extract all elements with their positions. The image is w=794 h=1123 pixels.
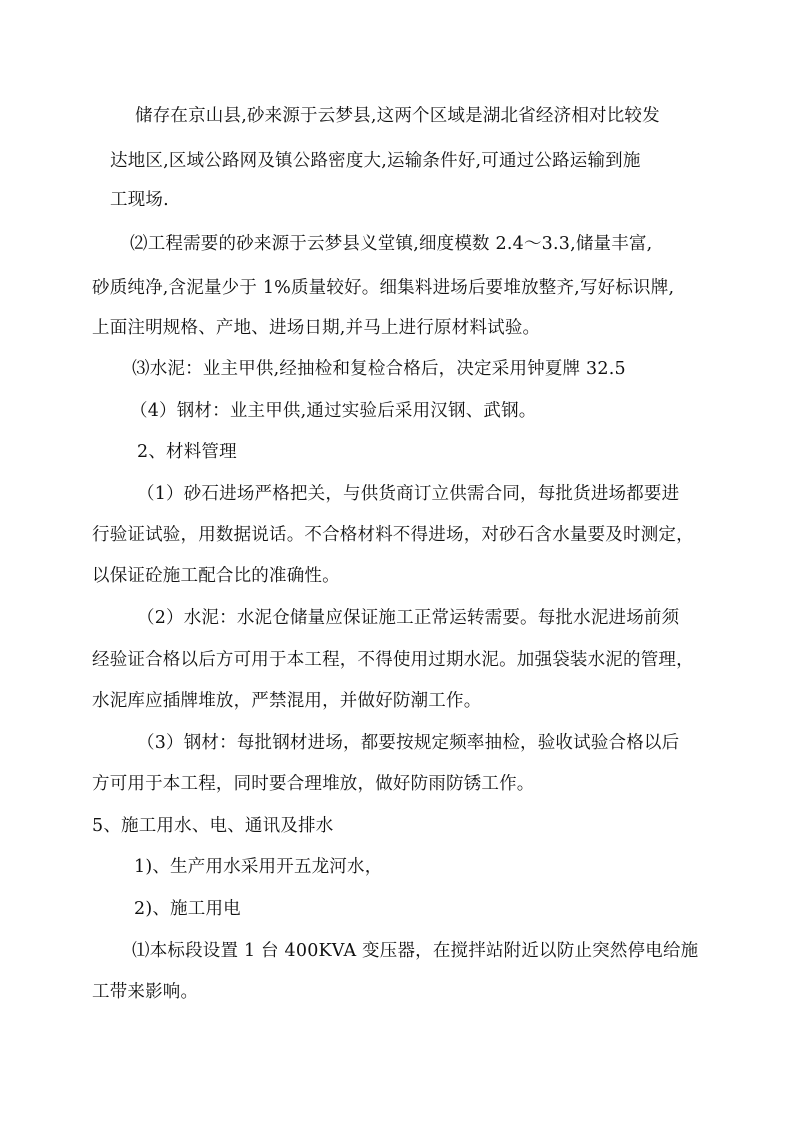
paragraph-line: 水泥库应插牌堆放，严禁混用，并做好防潮工作。 bbox=[92, 691, 482, 711]
section-heading: 2、材料管理 bbox=[137, 442, 237, 462]
paragraph-line: 达地区,区域公路网及镇公路密度大,运输条件好,可通过公路运输到施 bbox=[110, 151, 641, 171]
subsection-heading: 2)、施工用电 bbox=[134, 899, 241, 919]
paragraph-line: 上面注明规格、产地、进场日期,并马上进行原材料试验。 bbox=[92, 318, 541, 338]
paragraph-line: 工带来影响。 bbox=[92, 982, 199, 1002]
paragraph-line: （3）钢材：每批钢材进场，都要按规定频率抽检，验收试验合格以后 bbox=[137, 733, 680, 753]
paragraph-line: 方可用于本工程，同时要合理堆放，做好防雨防锈工作。 bbox=[92, 774, 535, 794]
paragraph-line: 经验证合格以后方可用于本工程，不得使用过期水泥。加强袋装水泥的管理， bbox=[92, 650, 694, 670]
paragraph-line: ⑵工程需要的砂来源于云梦县义堂镇,细度模数 2.4～3.3,储量丰富, bbox=[130, 234, 653, 254]
paragraph-line: （2）水泥：水泥仓储量应保证施工正常运转需要。每批水泥进场前须 bbox=[137, 608, 680, 628]
paragraph-line: ⑶水泥：业主甲供,经抽检和复检合格后，决定采用钟夏牌 32.5 bbox=[132, 359, 626, 379]
paragraph-line: （4）钢材：业主甲供,通过实验后采用汉钢、武钢。 bbox=[130, 401, 537, 421]
paragraph-line: （1）砂石进场严格把关，与供货商订立供需合同，每批货进场都要进 bbox=[137, 484, 680, 504]
paragraph-line: 行验证试验，用数据说话。不合格材料不得进场，对砂石含水量要及时测定， bbox=[92, 525, 694, 545]
paragraph-line: ⑴本标段设置 1 台 400KVA 变压器，在搅拌站附近以防止突然停电给施 bbox=[132, 941, 699, 961]
paragraph-line: 储存在京山县,砂来源于云梦县,这两个区域是湖北省经济相对比较发 bbox=[135, 106, 660, 126]
paragraph-line: 以保证砼施工配合比的准确性。 bbox=[92, 566, 340, 586]
section-heading: 5、施工用水、电、通讯及排水 bbox=[92, 816, 334, 836]
paragraph-line: 工现场. bbox=[110, 190, 169, 210]
paragraph-line: 砂质纯净,含泥量少于 1%质量较好。细集料进场后要堆放整齐,写好标识牌, bbox=[92, 278, 675, 298]
paragraph-line: 1)、生产用水采用开五龙河水， bbox=[134, 857, 383, 877]
